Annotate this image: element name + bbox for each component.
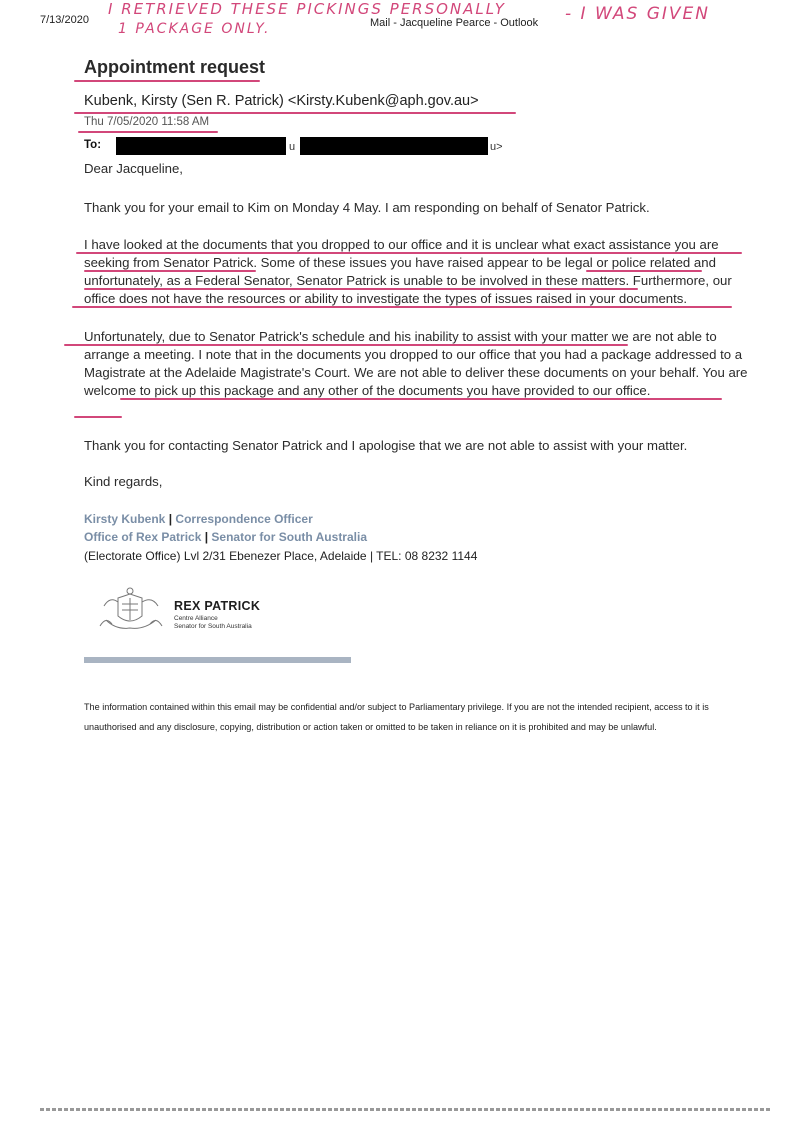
logo-name: REX PATRICK [174,599,261,613]
to-tail-2: u> [490,141,503,153]
logo-subtitle-2: Senator for South Australia [174,623,252,630]
print-window-title: Mail - Jacqueline Pearce - Outlook [370,17,539,29]
print-footer-url [40,1108,770,1111]
date-underline [78,131,218,133]
redacted-recipient-1 [116,137,286,155]
email-paragraph-3: Unfortunately, due to Senator Patrick's schedule and his inability to assist with your matter we are not able to arrange a meeting. I note that in the documents you dropped to our office that you had a package addressed to a Magistrate at the Adelaide Magistrate's Court. We are not able to deliver these documents on your behalf. You are welcome to pick up this package and any other of the documents you have provided to our office. [84,329,748,398]
signature-separator: | [168,512,173,526]
to-label: To: [84,139,102,151]
signature-divider [84,657,351,663]
handwritten-note-line1b: - I WAS GIVEN [565,4,711,24]
signature-office-role: Senator for South Australia [211,530,367,544]
logo-subtitle-1: Centre Alliance [174,615,218,622]
handwritten-note-line1: I RETRIEVED THESE PICKINGS PERSONALLY [108,0,506,18]
annotation-underline [74,416,122,418]
annotation-underline [586,270,702,272]
signature-role: Correspondence Officer [175,512,313,526]
annotation-underline [84,288,638,290]
signature-office-line [84,530,367,544]
signature-office: Office of Rex Patrick [84,530,202,544]
signature-name: Kirsty Kubenk [84,512,166,526]
annotation-underline [76,252,742,254]
signature-separator: | [204,530,209,544]
coat-of-arms-icon [96,586,166,636]
email-paragraph-1: Thank you for your email to Kim on Monday 4 May. I am responding on behalf of Senator Patrick. [84,200,650,215]
email-paragraph-2: I have looked at the documents that you dropped to our office and it is unclear what exact assistance you are seeking from Senator Patrick. Some of these issues you have raised appear to be legal or police related and unfortunately, as a Federal Senator, Senator Patrick is unable to be involved in these matters. Furthermore, our office does not have the resources or ability to investigate the types of issues raised in your documents. [84,237,732,306]
email-paragraph-4: Thank you for contacting Senator Patrick and I apologise that we are not able to assist with your matter. [84,438,688,453]
annotation-underline [120,398,722,400]
redacted-recipient-2 [300,137,488,155]
email-to-row [84,139,101,151]
email-disclaimer: The information contained within this email may be confidential and/or subject to Parliamentary privilege. If you are not the intended recipient, access to it is unauthorised and any disclosure, copying, distribution or action taken or omitted to be taken in reliance on it is prohibited and may be unlawful. [84,702,709,732]
email-greeting: Dear Jacqueline, [84,161,183,176]
print-date: 7/13/2020 [40,14,89,26]
to-tail-1: u [289,141,296,153]
handwritten-note-line2: 1 PACKAGE ONLY. [118,21,271,37]
email-sender[interactable]: Kubenk, Kirsty (Sen R. Patrick) <Kirsty.Kubenk@aph.gov.au> [84,93,479,109]
signature-address: (Electorate Office) Lvl 2/31 Ebenezer Place, Adelaide | TEL: 08 8232 1144 [84,549,478,563]
email-closing: Kind regards, [84,474,163,489]
annotation-underline [84,270,256,272]
email-sent-date: Thu 7/05/2020 11:58 AM [84,116,210,128]
annotation-underline [64,344,628,346]
email-subject: Appointment request [84,57,266,77]
annotation-underline [72,306,732,308]
subject-underline [74,80,260,82]
signature-name-line [84,512,313,526]
sender-underline [74,112,516,114]
